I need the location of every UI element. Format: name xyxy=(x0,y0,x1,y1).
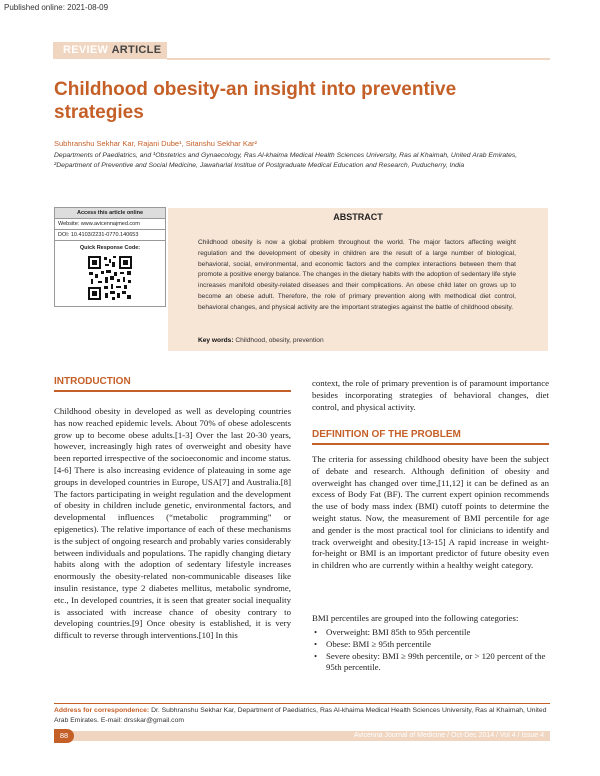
qr-code-icon xyxy=(87,255,133,301)
published-date: Published online: 2021-08-09 xyxy=(4,3,109,12)
percentile-list xyxy=(312,627,549,674)
footer-bar xyxy=(54,731,550,741)
article-type-banner xyxy=(53,42,167,59)
list-item: • Severe obesity: BMI ≥ 99th percentile, or > 120 percent of the 95th percentile. xyxy=(312,651,549,675)
intro-text: Childhood obesity in developed as well as developing countries has now reached epidemic levels. About 70% of obese adolescents grow up to become obese adults.[1-3] Over the last 20-30 years, however, increasingly high rates of overweight and obesity have been reported irrespective of the socioeconomic and income status.[4-6] There is also increasing evidence of plateauing in some age groups in developed countries in Europe, USA[7] and Australia.[8] The factors participating in weight regulation and the development of obesity in children include genetic, environmental factors, and developmental influences (“metabolic programming” or epigenetics). The relative importance of each of these mechanisms is the subject of ongoing research and probably varies considerably between individuals and populations. The rapidly changing dietary habits along with the adoption of sedentary lifestyle increases enormously the obesity-related non-communicable diseases like insulin resistance, type 2 diabetes mellitus, metabolic syndrome, etc., In developed countries, it is seen that greater social inequality is associated with increase chance of obesity contrary to developing countries.[9] Once obesity is established, it is very difficult to reverse through interventions.[10] In this xyxy=(54,406,291,641)
doi-link[interactable]: DOI: 10.4103/2231-0770.140653 xyxy=(55,230,165,241)
intro-rule xyxy=(54,390,291,392)
banner-review: REVIEW xyxy=(63,44,109,56)
abstract-text: Childhood obesity is now a global problem throughout the world. The major factors affecting weight regulation and the development of obesity in children are the result of a large number of biological, behavioral, social, environmental, and economic factors and the complex interactions between them that promote a positive energy balance. The changes in the dietary habits with the adoption of sedentary life style increases manifold obesity-related diseases and their complications. An obese child later on grows up to become an obese adult. Therefore, the role of primary prevention along with methodical diet control, behavioral changes, and physical activity are the important strategies against the battle of childhood obesity. xyxy=(198,239,516,311)
correspondence-text: Dr. Subhranshu Sekhar Kar, Department of Paediatrics, Ras Al-khaima Medical Health Sciences University, Ras al Khaimah, United Arab Emirates. E-mail: drsskar@gmail.com xyxy=(54,707,547,724)
definition-rule xyxy=(312,443,549,445)
journal-info: Avicenna Journal of Medicine / Oct-Dec 2014 / Vol 4 / Issue 4 xyxy=(353,732,544,739)
percentile-intro: BMI percentiles are grouped into the following categories: xyxy=(312,613,519,623)
list-item: • Overweight: BMI 85th to 95th percentile xyxy=(312,627,549,639)
affiliations: Departments of Paediatrics, and ¹Obstetrics and Gynaecology, Ras Al-khaima Medical Health Sciences University, Ras al Khaimah, United Arab Emirates, ²Department of Preventive and Social Medicine, Jawaharlal Institue of Postgraduate Medical Education and Research, Puducherry, India xyxy=(54,152,518,169)
intro-text-continued: context, the role of primary prevention is of paramount importance besides incorporating strategies of behavioral changes, diet control, and physical activity. xyxy=(312,378,549,412)
definition-text: The criteria for assessing childhood obesity have been the subject of debate and research. Although definition of obesity and overweight has changed over time,[11,12] it can be defined as an excess of Body Fat (BF). The current expert opinion recommends the use of body mass index (BMI) cutoff points to determine the weight status. Now, the measurement of BMI percentile for age and gender is the most practical tool for clinicians to identify and track overweight and obesity.[13-15] A rapid increase in weight-for-height or BMI is an important predictor of future obesity even in children who are currently within a healthy weight category. xyxy=(312,454,549,571)
website-link[interactable]: Website: www.avicennajmed.com xyxy=(55,219,165,230)
access-header: Access this article online xyxy=(55,208,165,219)
intro-heading: INTRODUCTION xyxy=(54,376,131,387)
banner-article: ARTICLE xyxy=(111,44,162,56)
keywords xyxy=(198,337,324,344)
qr-label: Quick Response Code: xyxy=(79,245,141,251)
list-item: • Obese: BMI ≥ 95th percentile xyxy=(312,639,549,651)
access-box xyxy=(54,207,166,307)
correspondence xyxy=(54,703,550,726)
abstract-box xyxy=(168,208,548,351)
keywords-label: Key words: xyxy=(198,337,234,344)
correspondence-label: Address for correspondence: xyxy=(54,707,150,714)
page-number: 88 xyxy=(54,729,74,743)
banner-rule xyxy=(167,58,550,60)
keywords-value: Childhood, obesity, prevention xyxy=(235,337,324,344)
author-list: Subhranshu Sekhar Kar, Rajani Dube¹, Sitanshu Sekhar Kar² xyxy=(54,139,258,148)
abstract-heading: ABSTRACT xyxy=(333,212,383,222)
definition-heading: DEFINITION OF THE PROBLEM xyxy=(312,429,461,440)
article-title: Childhood obesity-an insight into preventive strategies xyxy=(54,79,457,123)
